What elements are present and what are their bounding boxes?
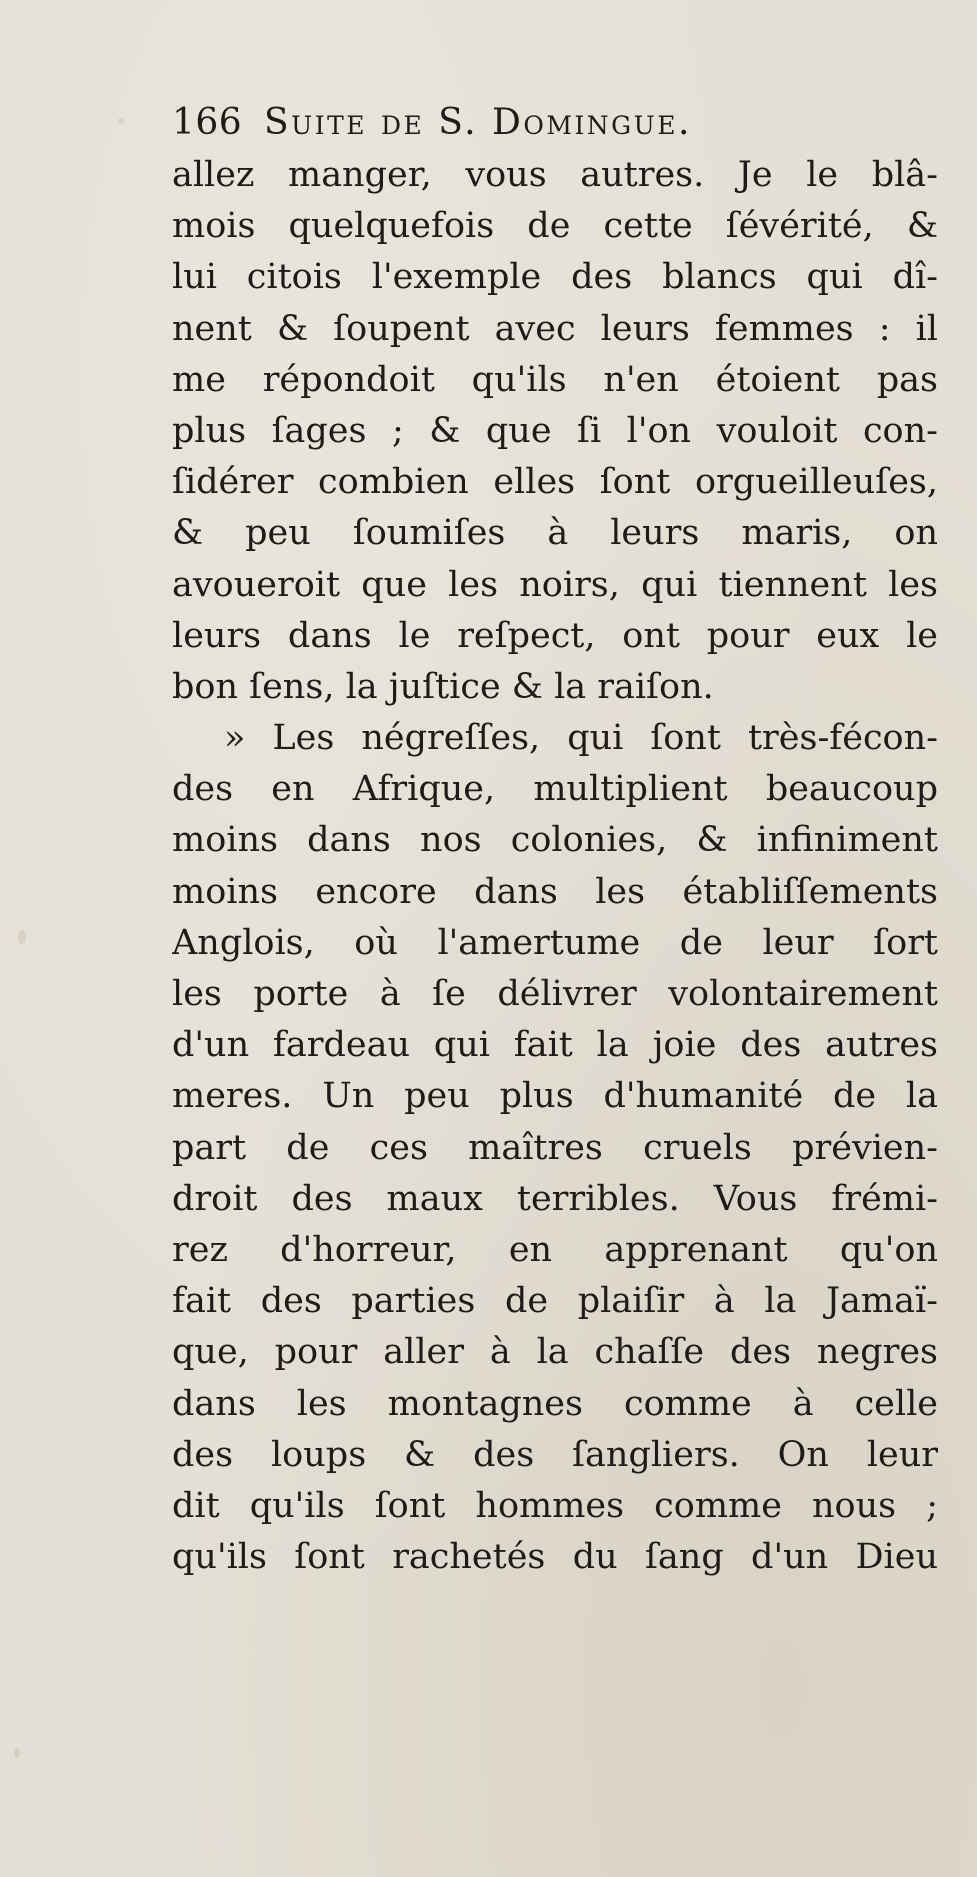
page-text: [172, 96, 938, 1583]
paragraph-start-line: » Les négreſſes, qui ſont très-fécon-: [224, 718, 938, 759]
running-title: Suite de S. Domingue.: [264, 102, 692, 143]
text-line: d'un fardeau qui fait la joie des autres: [172, 1025, 938, 1066]
text-line: part de ces maîtres cruels prévien-: [172, 1127, 938, 1168]
text-line: qu'ils ſont rachetés du ſang d'un Dieu: [172, 1537, 938, 1578]
paper-stain: [14, 1748, 20, 1758]
text-line: des en Afrique, multiplient beaucoup: [172, 769, 938, 810]
text-line: me répondoit qu'ils n'en étoient pas: [172, 359, 938, 400]
paper-stain: [118, 118, 124, 124]
text-line: lui citois l'exemple des blancs qui dî-: [172, 257, 938, 298]
text-line: plus ſages ; & que ſi l'on vouloit con-: [172, 410, 938, 451]
page-header: [172, 96, 938, 150]
text-line: moins encore dans les établiſſements: [172, 871, 938, 912]
text-line: fait des parties de plaiſir à la Jamaï-: [172, 1281, 938, 1322]
text-line: leurs dans le reſpect, ont pour eux le: [172, 615, 938, 656]
text-line: mois quelquefois de cette ſévérité, &: [172, 206, 938, 247]
text-line: ſidérer combien elles ſont orgueilleuſes,: [172, 462, 938, 503]
text-line: que, pour aller à la chaſſe des negres: [172, 1332, 938, 1373]
text-line: allez manger, vous autres. Je le blâ-: [172, 155, 938, 195]
text-line: dit qu'ils ſont hommes comme nous ;: [172, 1485, 938, 1526]
text-line: meres. Un peu plus d'humanité de la: [172, 1076, 938, 1117]
page-number: 166: [172, 102, 243, 143]
text-line: des loups & des ſangliers. On leur: [172, 1434, 938, 1475]
text-line: nent & ſoupent avec leurs femmes : il: [172, 308, 938, 349]
text-line: les porte à ſe délivrer volontairement: [172, 974, 938, 1014]
paragraph-end-line: bon ſens, la juſtice & la raiſon.: [172, 666, 714, 707]
text-line: moins dans nos colonies, & infiniment: [172, 820, 938, 861]
text-line: droit des maux terribles. Vous frémi-: [172, 1178, 938, 1219]
text-line: dans les montagnes comme à celle: [172, 1383, 938, 1424]
text-line: Anglois, où l'amertume de leur ſort: [172, 922, 938, 963]
text-line: rez d'horreur, en apprenant qu'on: [172, 1229, 938, 1270]
text-line: & peu ſoumiſes à leurs maris, on: [172, 513, 938, 554]
paper-stain: [18, 930, 26, 944]
text-line: avoueroit que les noirs, qui tiennent les: [172, 564, 938, 605]
